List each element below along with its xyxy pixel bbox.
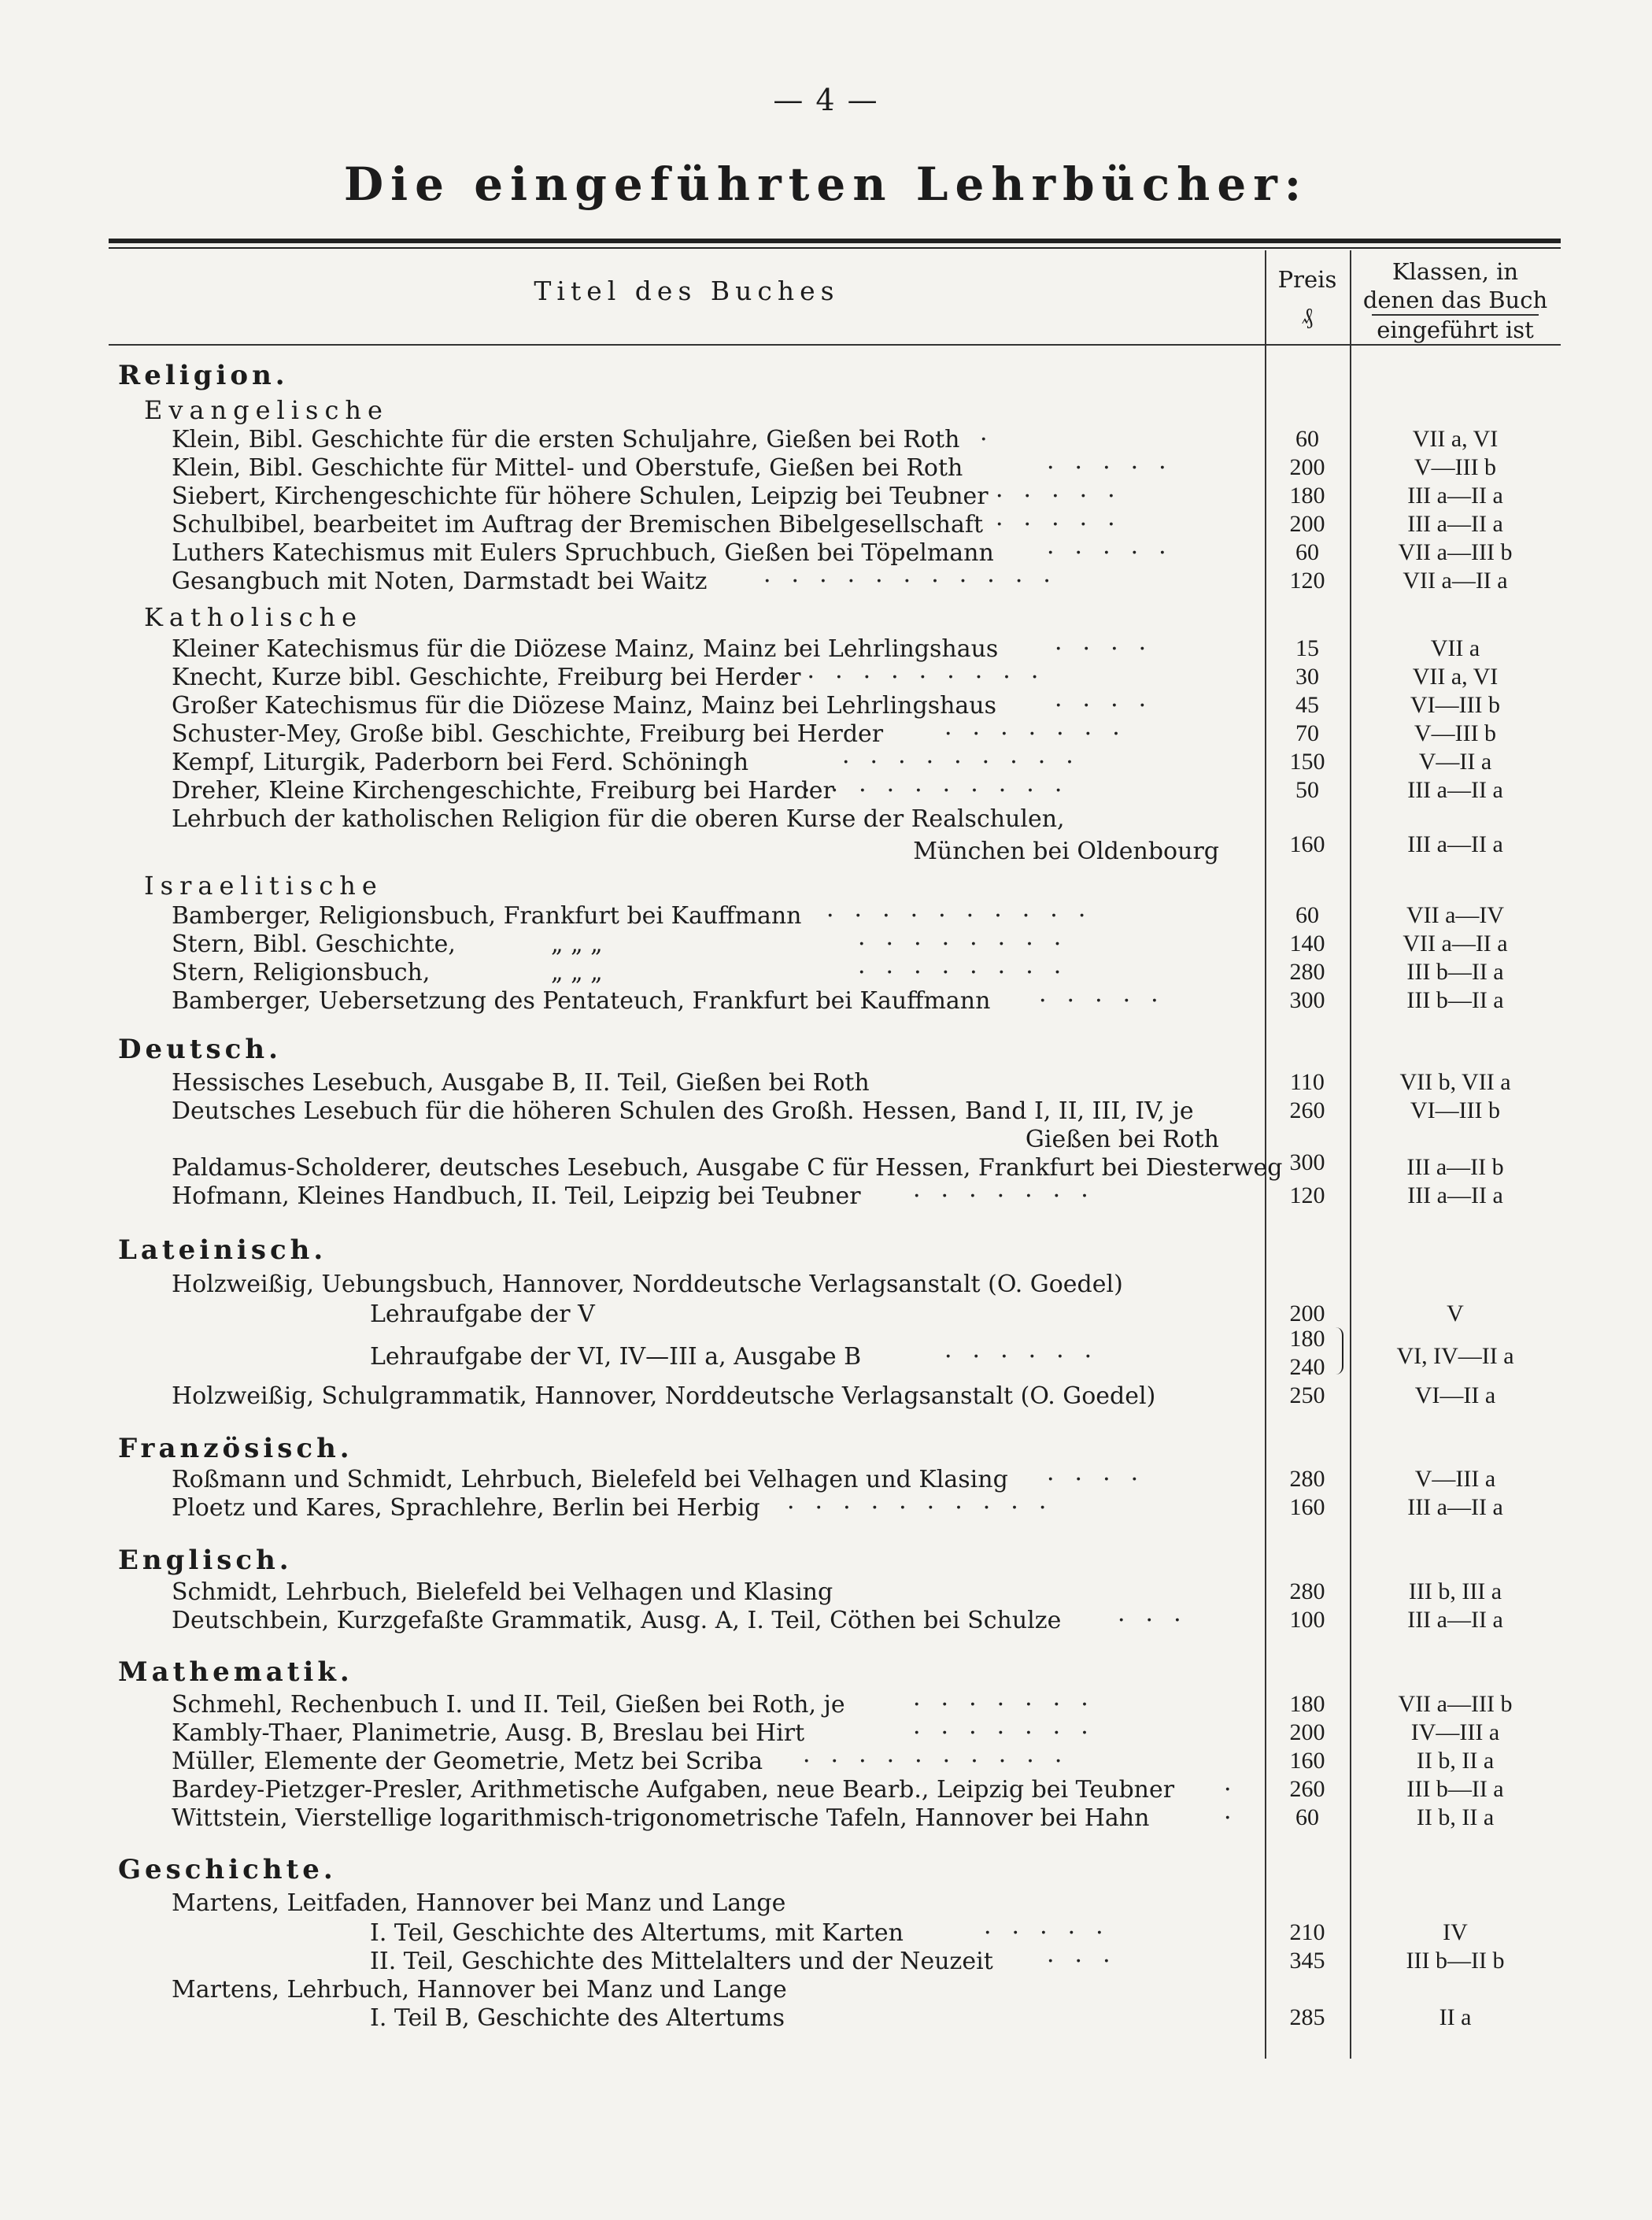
- book-title: Bamberger, Uebersetzung des Pentateuch, Frankfurt bei Kauffmann: [172, 987, 991, 1015]
- book-title: Deutsches Lesebuch für die höheren Schulen des Großh. Hessen, Band I, II, III, IV, je: [172, 1097, 1194, 1125]
- subsection-israelitisch: Israelitische: [144, 871, 383, 901]
- table-row: [0, 1889, 1652, 1918]
- leader-dots: ····: [1055, 692, 1167, 720]
- book-classes: IV—III a: [1410, 1719, 1500, 1745]
- book-title: Deutschbein, Kurzgefaßte Grammatik, Ausg. A, I. Teil, Cöthen bei Schulze: [172, 1607, 1062, 1634]
- classes-label-line3: eingeführt ist: [1372, 314, 1538, 344]
- column-header-classes: [1350, 257, 1561, 344]
- subsection-evangelisch: Evangelische: [144, 395, 389, 425]
- book-title: Großer Katechismus für die Diözese Mainz, Mainz bei Lehrlingshaus: [172, 692, 997, 720]
- book-classes: VI, IV—II a: [1396, 1343, 1514, 1369]
- table-row: [0, 1804, 1652, 1833]
- book-classes: VII a: [1430, 635, 1480, 661]
- book-title-continued: München bei Oldenbourg: [913, 838, 1219, 865]
- book-title: II. Teil, Geschichte des Mittelalters und der Neuzeit: [370, 1948, 993, 1975]
- book-classes: II b, II a: [1416, 1804, 1495, 1830]
- book-classes: V—III a: [1414, 1466, 1496, 1492]
- book-price: 250: [1289, 1382, 1325, 1408]
- page-title: Die eingeführten Lehrbücher:: [343, 157, 1309, 211]
- leader-dots: ····: [1047, 1466, 1159, 1493]
- book-title: Holzweißig, Uebungsbuch, Hannover, Norddeutsche Verlagsanstalt (O. Goedel): [172, 1271, 1123, 1298]
- book-title: Holzweißig, Schulgrammatik, Hannover, Norddeutsche Verlagsanstalt (O. Goedel): [172, 1382, 1156, 1410]
- leader-dots: ···: [1047, 1948, 1131, 1975]
- table-row: [0, 1691, 1652, 1719]
- book-price: 260: [1289, 1097, 1325, 1123]
- table-row: [0, 1097, 1652, 1126]
- book-title: Luthers Katechismus mit Eulers Spruchbuch, Gießen bei Töpelmann: [172, 539, 994, 567]
- book-title: Kambly-Thaer, Planimetrie, Ausg. B, Breslau bei Hirt: [172, 1719, 805, 1747]
- classes-label-line1: Klassen, in: [1391, 258, 1519, 285]
- leader-dots: ·: [980, 426, 1008, 453]
- leader-dots: ··········: [826, 902, 1107, 930]
- section-franzoesisch: Französisch.: [118, 1433, 353, 1464]
- column-header-title: Titel des Buches: [534, 276, 840, 306]
- book-title: Klein, Bibl. Geschichte für Mittel- und Oberstufe, Gießen bei Roth: [172, 454, 963, 482]
- book-price: 140: [1289, 931, 1325, 956]
- book-classes: VI—III b: [1410, 692, 1501, 718]
- price-label: Preis: [1277, 266, 1337, 293]
- book-title: Stern, Bibl. Geschichte,: [172, 931, 456, 958]
- subsection-katholisch: Katholische: [144, 602, 364, 632]
- book-title-continued: Gießen bei Roth: [1025, 1126, 1219, 1153]
- book-title: Müller, Elemente der Geometrie, Metz bei Scriba: [172, 1748, 763, 1775]
- book-classes: VII a—IV: [1406, 902, 1505, 928]
- book-price: 180: [1289, 1691, 1325, 1717]
- book-title: Gesangbuch mit Noten, Darmstadt bei Waitz: [172, 568, 708, 595]
- book-classes: III a—II a: [1407, 777, 1503, 803]
- book-title: Schuster-Mey, Große bibl. Geschichte, Freiburg bei Herder: [172, 720, 884, 748]
- book-title: Bamberger, Religionsbuch, Frankfurt bei Kauffmann: [172, 902, 802, 930]
- table-row: [0, 1354, 1652, 1382]
- book-classes: VII a—II a: [1403, 568, 1508, 594]
- book-price: 180: [1289, 1326, 1325, 1352]
- book-classes: III a—II a: [1407, 511, 1503, 537]
- section-mathematik: Mathematik.: [118, 1656, 353, 1688]
- table-row: [0, 902, 1652, 931]
- book-classes: V—III b: [1414, 454, 1497, 480]
- book-price: 110: [1290, 1069, 1325, 1095]
- leader-dots: ···: [1118, 1607, 1202, 1634]
- leader-dots: ···········: [763, 568, 1071, 595]
- book-price: 200: [1289, 511, 1325, 537]
- book-classes: III b—II a: [1406, 1776, 1504, 1802]
- table-row: [0, 511, 1652, 539]
- leader-dots: ·······: [913, 1691, 1109, 1719]
- book-price: 160: [1289, 1494, 1325, 1520]
- book-title: Lehrbuch der katholischen Religion für die oberen Kurse der Realschulen,: [172, 805, 1065, 833]
- book-title: Bardey-Pietzger-Presler, Arithmetische Aufgaben, neue Bearb., Leipzig bei Teubner: [172, 1776, 1175, 1804]
- table-row: [0, 1719, 1652, 1748]
- table-row: [0, 454, 1652, 483]
- leader-dots: ·: [1224, 1776, 1252, 1804]
- book-price: 160: [1289, 1748, 1325, 1774]
- leader-dots: ·: [1224, 1804, 1252, 1832]
- table-row: [0, 1126, 1652, 1154]
- book-title: Schmidt, Lehrbuch, Bielefeld bei Velhagen und Klasing: [172, 1578, 833, 1606]
- leader-dots: ········: [858, 959, 1082, 986]
- ditto-marks: „ „ „: [551, 959, 603, 986]
- table-row: [0, 1069, 1652, 1097]
- leader-dots: ········: [858, 931, 1082, 958]
- book-price: 280: [1289, 1466, 1325, 1492]
- book-classes: V: [1447, 1301, 1464, 1326]
- book-classes: V—III b: [1414, 720, 1497, 746]
- book-price: 200: [1289, 1719, 1325, 1745]
- book-classes: IV: [1443, 1919, 1468, 1945]
- book-title: Martens, Leitfaden, Hannover bei Manz und Lange: [172, 1889, 786, 1917]
- book-classes: VI—III b: [1410, 1097, 1501, 1123]
- book-classes: VII a—III b: [1398, 539, 1513, 565]
- table-row: [0, 1301, 1652, 1329]
- leader-dots: ·····: [984, 1919, 1124, 1947]
- leader-dots: ·····: [1039, 987, 1179, 1015]
- book-price: 300: [1289, 987, 1325, 1013]
- book-title: Lehraufgabe der V: [370, 1301, 595, 1328]
- leader-dots: ··········: [787, 1494, 1067, 1522]
- leader-dots: ··········: [803, 1748, 1083, 1775]
- leader-dots: ·······: [913, 1182, 1109, 1210]
- book-classes: III a—II a: [1407, 1607, 1503, 1633]
- leader-dots: ··········: [803, 777, 1083, 805]
- book-price: 200: [1289, 1301, 1325, 1326]
- table-row: [0, 749, 1652, 777]
- table-row: [0, 805, 1652, 834]
- table-row: [0, 1578, 1652, 1607]
- book-price: 120: [1289, 1182, 1325, 1208]
- table-row: [0, 483, 1652, 511]
- table-row: [0, 1919, 1652, 1948]
- book-classes: III a—II a: [1407, 1182, 1503, 1208]
- book-classes: VII a—III b: [1398, 1691, 1513, 1717]
- book-price: 15: [1295, 635, 1319, 661]
- table-row: [0, 2004, 1652, 2033]
- book-title: Roßmann und Schmidt, Lehrbuch, Bielefeld bei Velhagen und Klasing: [172, 1466, 1008, 1493]
- section-englisch: Englisch.: [118, 1545, 293, 1576]
- book-classes: V—II a: [1418, 749, 1492, 775]
- book-title: Martens, Lehrbuch, Hannover bei Manz und Lange: [172, 1976, 787, 2004]
- section-deutsch: Deutsch.: [118, 1034, 282, 1065]
- book-price: 180: [1289, 483, 1325, 509]
- book-price: 120: [1289, 568, 1325, 594]
- table-row: [0, 1466, 1652, 1494]
- book-classes: II a: [1439, 2004, 1472, 2030]
- book-price: 280: [1289, 1578, 1325, 1604]
- table-row: [0, 664, 1652, 692]
- table-row: [0, 959, 1652, 987]
- table-row: [0, 568, 1652, 596]
- table-row: [0, 539, 1652, 568]
- book-title: Ploetz und Kares, Sprachlehre, Berlin bei Herbig: [172, 1494, 760, 1522]
- book-classes: III a—II a: [1407, 831, 1503, 857]
- book-price: 160: [1289, 831, 1325, 857]
- table-row: [0, 1948, 1652, 1976]
- book-price: 45: [1295, 692, 1319, 718]
- book-classes: III a—II b: [1406, 1154, 1504, 1180]
- book-classes: III a—II a: [1407, 1494, 1503, 1520]
- table-top-rule: [109, 239, 1561, 249]
- section-lateinisch: Lateinisch.: [118, 1234, 327, 1266]
- book-title: Kleiner Katechismus für die Diözese Mainz, Mainz bei Lehrlingshaus: [172, 635, 999, 663]
- book-title: Schulbibel, bearbeitet im Auftrag der Bremischen Bibelgesellschaft: [172, 511, 984, 538]
- table-row: [0, 692, 1652, 720]
- leader-dots: ·······: [944, 720, 1140, 748]
- book-price: 50: [1295, 777, 1319, 803]
- book-classes: VII a—II a: [1403, 931, 1508, 956]
- book-title: Wittstein, Vierstellige logarithmisch-trigonometrische Tafeln, Hannover bei Hahn: [172, 1804, 1150, 1832]
- leader-dots: ·········: [842, 749, 1094, 776]
- book-price: 60: [1295, 902, 1319, 928]
- book-classes: VII a, VI: [1412, 664, 1499, 690]
- table-row: [0, 1149, 1652, 1182]
- leader-dots: ·····: [1047, 454, 1187, 482]
- book-title: I. Teil, Geschichte des Altertums, mit Karten: [370, 1919, 904, 1947]
- price-unit: ₰: [1301, 302, 1314, 329]
- column-header-price: [1265, 261, 1350, 334]
- table-row: [0, 1748, 1652, 1776]
- book-title: Hessisches Lesebuch, Ausgabe B, II. Teil, Gießen bei Roth: [172, 1069, 870, 1097]
- book-price: 345: [1289, 1948, 1325, 1974]
- table-row: [0, 1776, 1652, 1804]
- book-price: 150: [1289, 749, 1325, 775]
- table-row: [0, 720, 1652, 749]
- book-title: Stern, Religionsbuch,: [172, 959, 431, 986]
- table-row: [0, 1382, 1652, 1411]
- leader-dots: ·····: [996, 511, 1136, 538]
- book-classes: III b, III a: [1408, 1578, 1502, 1604]
- table-row: [0, 831, 1652, 866]
- book-title: Klein, Bibl. Geschichte für die ersten Schuljahre, Gießen bei Roth: [172, 426, 960, 453]
- book-price: 300: [1289, 1149, 1325, 1175]
- book-title: Knecht, Kurze bibl. Geschichte, Freiburg bei Herder: [172, 664, 801, 691]
- book-price-2: 240: [1289, 1354, 1325, 1380]
- table-row: [0, 931, 1652, 959]
- book-classes: III b—II b: [1406, 1948, 1505, 1974]
- book-classes: VII a, VI: [1412, 426, 1499, 452]
- table-row: [0, 987, 1652, 1016]
- book-title: Paldamus-Scholderer, deutsches Lesebuch, Ausgabe C für Hessen, Frankfurt bei Diesterweg: [172, 1154, 1283, 1182]
- table-row: [0, 1607, 1652, 1635]
- leader-dots: ·······: [913, 1719, 1109, 1747]
- book-price: 260: [1289, 1776, 1325, 1802]
- leader-dots: ····: [1055, 635, 1167, 663]
- book-price: 30: [1295, 664, 1319, 690]
- page-number: — 4 —: [773, 83, 879, 117]
- book-classes: III b—II a: [1406, 987, 1504, 1013]
- table-row: [0, 1976, 1652, 2004]
- book-price: 210: [1289, 1919, 1325, 1945]
- book-title: Lehraufgabe der VI, IV—III a, Ausgabe B: [370, 1343, 862, 1371]
- book-price: 70: [1295, 720, 1319, 746]
- table-row: [0, 1271, 1652, 1299]
- leader-dots: ··········: [779, 664, 1059, 691]
- book-title: I. Teil B, Geschichte des Altertums: [370, 2004, 785, 2032]
- classes-label-line2: denen das Buch: [1362, 287, 1548, 313]
- book-price: 60: [1295, 539, 1319, 565]
- book-classes: III a—II a: [1407, 483, 1503, 509]
- book-price: 200: [1289, 454, 1325, 480]
- book-price: 280: [1289, 959, 1325, 985]
- book-title: Schmehl, Rechenbuch I. und II. Teil, Gießen bei Roth, je: [172, 1691, 845, 1719]
- section-geschichte: Geschichte.: [118, 1854, 337, 1885]
- book-classes: VII b, VII a: [1399, 1069, 1511, 1095]
- table-row: [0, 1494, 1652, 1523]
- table-row: [0, 426, 1652, 454]
- leader-dots: ·····: [996, 483, 1136, 510]
- section-religion: Religion.: [118, 360, 289, 391]
- ditto-marks: „ „ „: [551, 931, 603, 958]
- leader-dots: ·····: [1047, 539, 1187, 567]
- table-header-rule: [109, 344, 1561, 346]
- book-title: Hofmann, Kleines Handbuch, II. Teil, Leipzig bei Teubner: [172, 1182, 861, 1210]
- book-classes: VI—II a: [1414, 1382, 1496, 1408]
- table-row: [0, 635, 1652, 664]
- table-row: [0, 777, 1652, 805]
- book-title: Dreher, Kleine Kirchengeschichte, Freiburg bei Harder: [172, 777, 834, 805]
- book-price: 60: [1295, 426, 1319, 452]
- book-price: 60: [1295, 1804, 1319, 1830]
- book-price: 100: [1289, 1607, 1325, 1633]
- book-classes: II b, II a: [1416, 1748, 1495, 1774]
- table-row: [0, 1182, 1652, 1211]
- leader-dots: ······: [944, 1343, 1113, 1371]
- book-title: Kempf, Liturgik, Paderborn bei Ferd. Schöningh: [172, 749, 749, 776]
- book-price: 285: [1289, 2004, 1325, 2030]
- book-title: Siebert, Kirchengeschichte für höhere Schulen, Leipzig bei Teubner: [172, 483, 989, 510]
- book-classes: III b—II a: [1406, 959, 1504, 985]
